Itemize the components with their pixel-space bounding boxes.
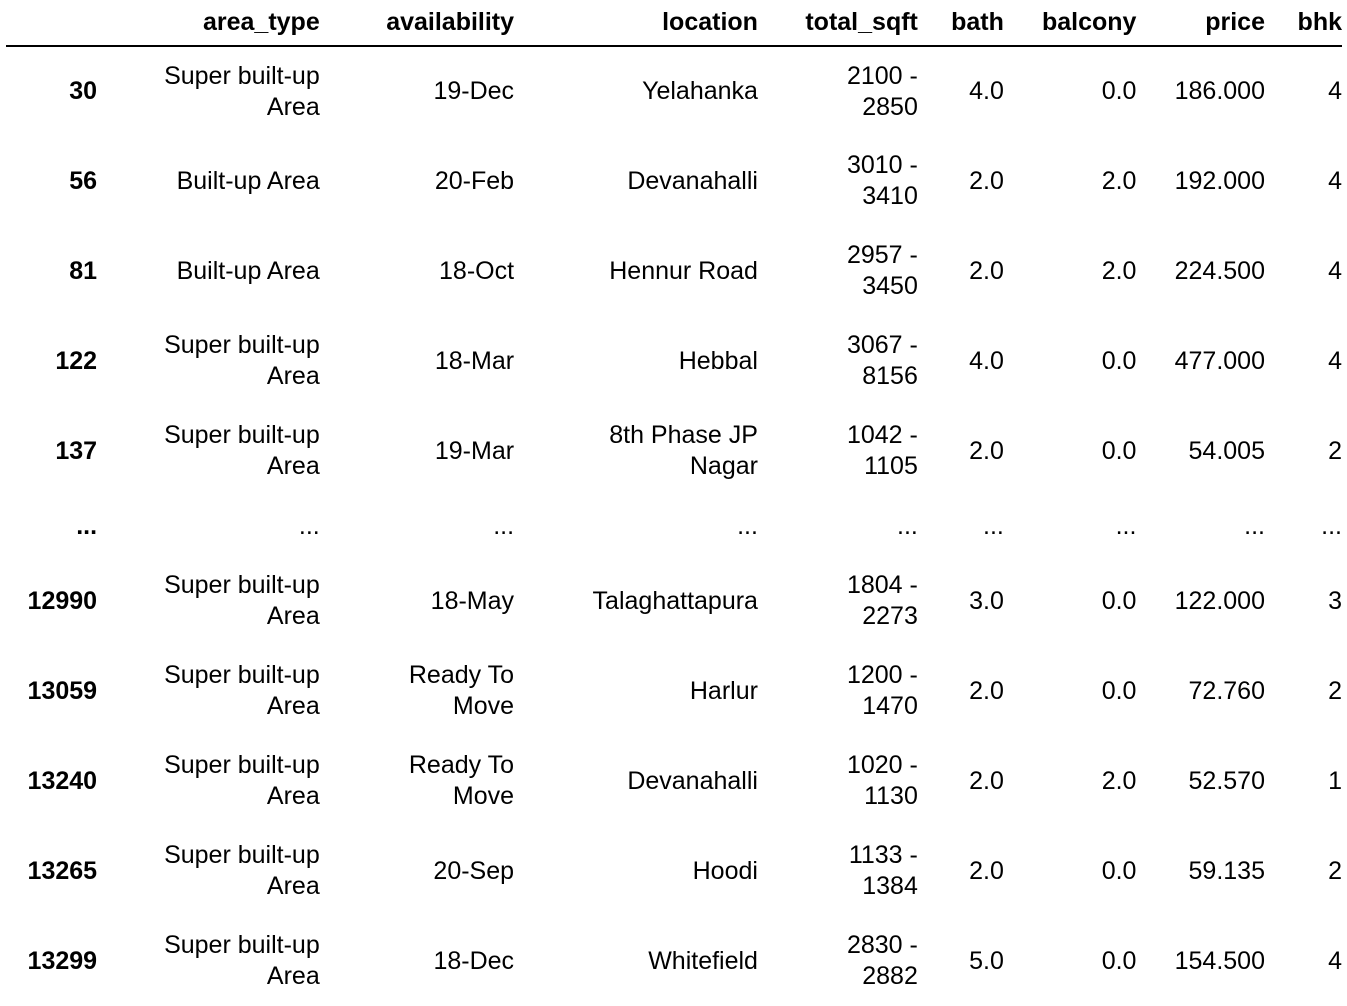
- cell-location-line1: Harlur: [689, 676, 758, 705]
- cell-total-sqft-line1: 2957 -: [846, 241, 918, 269]
- cell-price: 154.500: [1174, 946, 1265, 975]
- cell-area-type-line2: Area: [266, 782, 320, 810]
- cell-bhk: 2: [1328, 676, 1342, 705]
- cell-area-type: [97, 226, 320, 316]
- row-index: 13299: [27, 946, 98, 975]
- cell-bath: 2.0: [969, 676, 1004, 705]
- cell-availability: [320, 316, 514, 406]
- row-index: 13059: [27, 676, 98, 705]
- cell-availability-line1: 20-Sep: [433, 856, 515, 885]
- cell-price: 54.005: [1188, 436, 1265, 465]
- cell-location: [514, 646, 758, 736]
- table-row: [6, 646, 1342, 736]
- cell-bath: 2.0: [969, 856, 1004, 885]
- cell-location-line1: Talaghattapura: [592, 586, 758, 615]
- cell-total-sqft-line1: 2100 -: [846, 61, 918, 90]
- cell-availability-line1: 18-May: [430, 586, 515, 615]
- ellipsis-cell: ...: [1244, 511, 1265, 540]
- cell-balcony: 2.0: [1101, 256, 1137, 285]
- cell-availability-line1: 19-Mar: [434, 436, 515, 465]
- header-total-sqft: total_sqft: [758, 0, 918, 46]
- cell-area-type-line2: Area: [266, 452, 320, 480]
- cell-bath: 2.0: [969, 436, 1004, 465]
- table-row: [6, 556, 1342, 646]
- header-balcony: balcony: [1004, 0, 1137, 46]
- cell-bath: 2.0: [969, 166, 1004, 195]
- ellipsis-cell: ...: [298, 511, 320, 540]
- cell-area-type: [97, 46, 320, 136]
- cell-availability-line1: 18-Oct: [439, 256, 515, 285]
- cell-total-sqft-line1: 1042 -: [846, 421, 918, 449]
- cell-availability: [320, 406, 514, 496]
- cell-location-line1: Hennur Road: [609, 256, 758, 285]
- cell-location: [514, 46, 758, 136]
- cell-total-sqft: [758, 646, 918, 736]
- ellipsis-cell: ...: [1321, 511, 1342, 540]
- cell-availability: [320, 646, 514, 736]
- table-row: [6, 136, 1342, 226]
- cell-bhk: 3: [1328, 586, 1342, 615]
- ellipsis-cell: ...: [493, 511, 515, 540]
- cell-total-sqft-line2: 1384: [862, 872, 918, 900]
- ellipsis-cell: ...: [76, 511, 98, 540]
- cell-area-type-line1: Super built-up: [164, 331, 320, 359]
- cell-area-type-line1: Super built-up: [164, 61, 320, 90]
- table-row: [6, 226, 1342, 316]
- cell-balcony: 0.0: [1101, 436, 1137, 465]
- cell-location: [514, 556, 758, 646]
- cell-total-sqft-line2: 2850: [862, 92, 918, 121]
- cell-price: 122.000: [1174, 586, 1265, 615]
- cell-total-sqft: [758, 736, 918, 826]
- cell-bhk: 1: [1328, 766, 1342, 795]
- row-index: 122: [55, 346, 98, 375]
- cell-availability-line1: 20-Feb: [434, 166, 515, 195]
- cell-total-sqft: [758, 406, 918, 496]
- cell-availability: [320, 736, 514, 826]
- cell-area-type-line1: Super built-up: [164, 931, 320, 959]
- cell-total-sqft: [758, 316, 918, 406]
- cell-balcony: 0.0: [1101, 346, 1137, 375]
- table-header: [6, 0, 1342, 46]
- row-index: 56: [69, 166, 98, 195]
- ellipsis-cell: ...: [897, 511, 918, 540]
- cell-availability: [320, 226, 514, 316]
- cell-bath: 4.0: [969, 77, 1004, 105]
- cell-total-sqft-line2: 1105: [864, 452, 918, 480]
- cell-area-type-line2: Area: [266, 962, 320, 990]
- cell-total-sqft: [758, 226, 918, 316]
- cell-area-type-line1: Super built-up: [164, 571, 320, 599]
- cell-area-type-line2: Area: [266, 692, 320, 720]
- cell-location: [514, 736, 758, 826]
- cell-area-type-line1: Built-up Area: [176, 256, 320, 285]
- cell-price: 477.000: [1174, 346, 1265, 375]
- cell-bath: 4.0: [969, 346, 1004, 375]
- ellipsis-cell: ...: [737, 511, 758, 540]
- cell-bath: 2.0: [969, 256, 1004, 285]
- cell-location: [514, 136, 758, 226]
- header-bath: bath: [918, 0, 1004, 46]
- table-body: [6, 46, 1342, 1006]
- row-index: 13240: [27, 766, 98, 795]
- cell-balcony: 0.0: [1101, 586, 1137, 615]
- cell-total-sqft-line2: 8156: [862, 362, 918, 390]
- cell-total-sqft-line1: 1020 -: [846, 751, 918, 779]
- row-index: 13265: [27, 856, 98, 885]
- cell-bhk: 4: [1328, 77, 1342, 105]
- cell-bhk: 2: [1328, 436, 1342, 465]
- cell-total-sqft-line2: 3450: [862, 272, 918, 300]
- cell-location-line1: Whitefield: [648, 946, 758, 975]
- cell-total-sqft-line1: 2830 -: [846, 931, 918, 959]
- cell-location-line1: Devanahalli: [627, 766, 758, 795]
- row-index: 137: [55, 436, 98, 465]
- dataframe-table: [6, 0, 1342, 1006]
- cell-area-type-line1: Super built-up: [164, 421, 320, 449]
- cell-area-type: [97, 556, 320, 646]
- cell-balcony: 0.0: [1101, 676, 1137, 705]
- table-row: [6, 46, 1342, 136]
- cell-area-type: [97, 826, 320, 916]
- header-row: [6, 0, 1342, 46]
- cell-location-line1: Devanahalli: [627, 166, 758, 195]
- cell-bhk: 4: [1328, 346, 1342, 375]
- cell-balcony: 0.0: [1101, 77, 1137, 105]
- cell-total-sqft-line1: 1133 -: [848, 841, 918, 869]
- table-row: [6, 916, 1342, 1006]
- cell-availability-line1: Ready To: [408, 751, 515, 779]
- cell-balcony: 2.0: [1101, 166, 1137, 195]
- cell-total-sqft-line1: 3010 -: [846, 151, 918, 179]
- cell-total-sqft-line2: 2882: [862, 962, 918, 990]
- cell-location: [514, 826, 758, 916]
- cell-availability-line1: 19-Dec: [433, 77, 515, 105]
- cell-total-sqft-line2: 2273: [862, 602, 918, 630]
- header-location: location: [514, 0, 758, 46]
- cell-bhk: 4: [1328, 256, 1342, 285]
- row-index: 12990: [27, 586, 98, 615]
- cell-availability-line2: Move: [452, 692, 515, 720]
- cell-area-type: [97, 646, 320, 736]
- cell-price: 59.135: [1188, 856, 1265, 885]
- cell-total-sqft: [758, 826, 918, 916]
- ellipsis-cell: ...: [983, 511, 1004, 540]
- cell-total-sqft: [758, 136, 918, 226]
- table-row: [6, 406, 1342, 496]
- cell-total-sqft-line2: 1130: [864, 782, 918, 810]
- cell-balcony: 0.0: [1101, 856, 1137, 885]
- cell-price: 192.000: [1174, 166, 1265, 195]
- cell-total-sqft-line2: 3410: [862, 182, 918, 210]
- cell-bhk: 4: [1328, 166, 1342, 195]
- cell-location-line1: Hebbal: [678, 346, 758, 375]
- cell-price: 52.570: [1188, 766, 1265, 795]
- header-price: price: [1136, 0, 1265, 46]
- cell-total-sqft: [758, 916, 918, 1006]
- cell-total-sqft: [758, 556, 918, 646]
- row-index: 30: [69, 77, 98, 105]
- cell-availability: [320, 136, 514, 226]
- cell-price: 224.500: [1174, 256, 1265, 285]
- cell-bath: 2.0: [969, 766, 1004, 795]
- cell-total-sqft-line1: 3067 -: [846, 331, 918, 359]
- cell-location-line2: Nagar: [689, 452, 758, 480]
- cell-location: [514, 916, 758, 1006]
- table-row: [6, 316, 1342, 406]
- cell-availability: [320, 46, 514, 136]
- cell-area-type: [97, 736, 320, 826]
- cell-availability-line1: 18-Dec: [433, 946, 515, 975]
- cell-availability: [320, 826, 514, 916]
- cell-bath: 3.0: [969, 586, 1004, 615]
- cell-balcony: 2.0: [1101, 766, 1137, 795]
- cell-area-type-line1: Built-up Area: [176, 166, 320, 195]
- cell-availability: [320, 556, 514, 646]
- cell-area-type-line1: Super built-up: [164, 841, 320, 869]
- cell-area-type-line1: Super built-up: [164, 751, 320, 779]
- cell-total-sqft-line1: 1200 -: [846, 661, 918, 689]
- cell-area-type-line2: Area: [266, 602, 320, 630]
- cell-location-line1: Hoodi: [692, 856, 758, 885]
- cell-location: [514, 316, 758, 406]
- cell-total-sqft: [758, 46, 918, 136]
- cell-area-type-line1: Super built-up: [164, 661, 320, 689]
- cell-availability: [320, 916, 514, 1006]
- cell-location-line1: 8th Phase JP: [609, 421, 758, 449]
- cell-area-type-line2: Area: [266, 872, 320, 900]
- cell-area-type-line2: Area: [266, 92, 320, 121]
- header-area-type: area_type: [97, 0, 320, 46]
- cell-area-type-line2: Area: [266, 362, 320, 390]
- cell-location: [514, 226, 758, 316]
- cell-price: 72.760: [1188, 676, 1265, 705]
- cell-location: [514, 406, 758, 496]
- cell-balcony: 0.0: [1101, 946, 1137, 975]
- cell-bhk: 2: [1328, 856, 1342, 885]
- header-index: [6, 0, 97, 46]
- table-row: [6, 736, 1342, 826]
- cell-area-type: [97, 916, 320, 1006]
- header-availability: availability: [320, 0, 514, 46]
- cell-total-sqft-line1: 1804 -: [846, 571, 918, 599]
- cell-availability-line1: 18-Mar: [434, 346, 515, 375]
- cell-area-type: [97, 316, 320, 406]
- cell-availability-line1: Ready To: [408, 661, 515, 689]
- cell-total-sqft-line2: 1470: [862, 692, 918, 720]
- row-index: 81: [69, 256, 98, 285]
- cell-price: 186.000: [1174, 77, 1265, 105]
- cell-bath: 5.0: [969, 946, 1004, 975]
- cell-area-type: [97, 406, 320, 496]
- cell-area-type: [97, 136, 320, 226]
- header-bhk: bhk: [1265, 0, 1342, 46]
- ellipsis-row: [6, 496, 1342, 556]
- cell-location-line1: Yelahanka: [642, 77, 758, 105]
- cell-bhk: 4: [1328, 946, 1342, 975]
- table-row: [6, 826, 1342, 916]
- ellipsis-cell: ...: [1115, 511, 1137, 540]
- cell-availability-line2: Move: [452, 782, 515, 810]
